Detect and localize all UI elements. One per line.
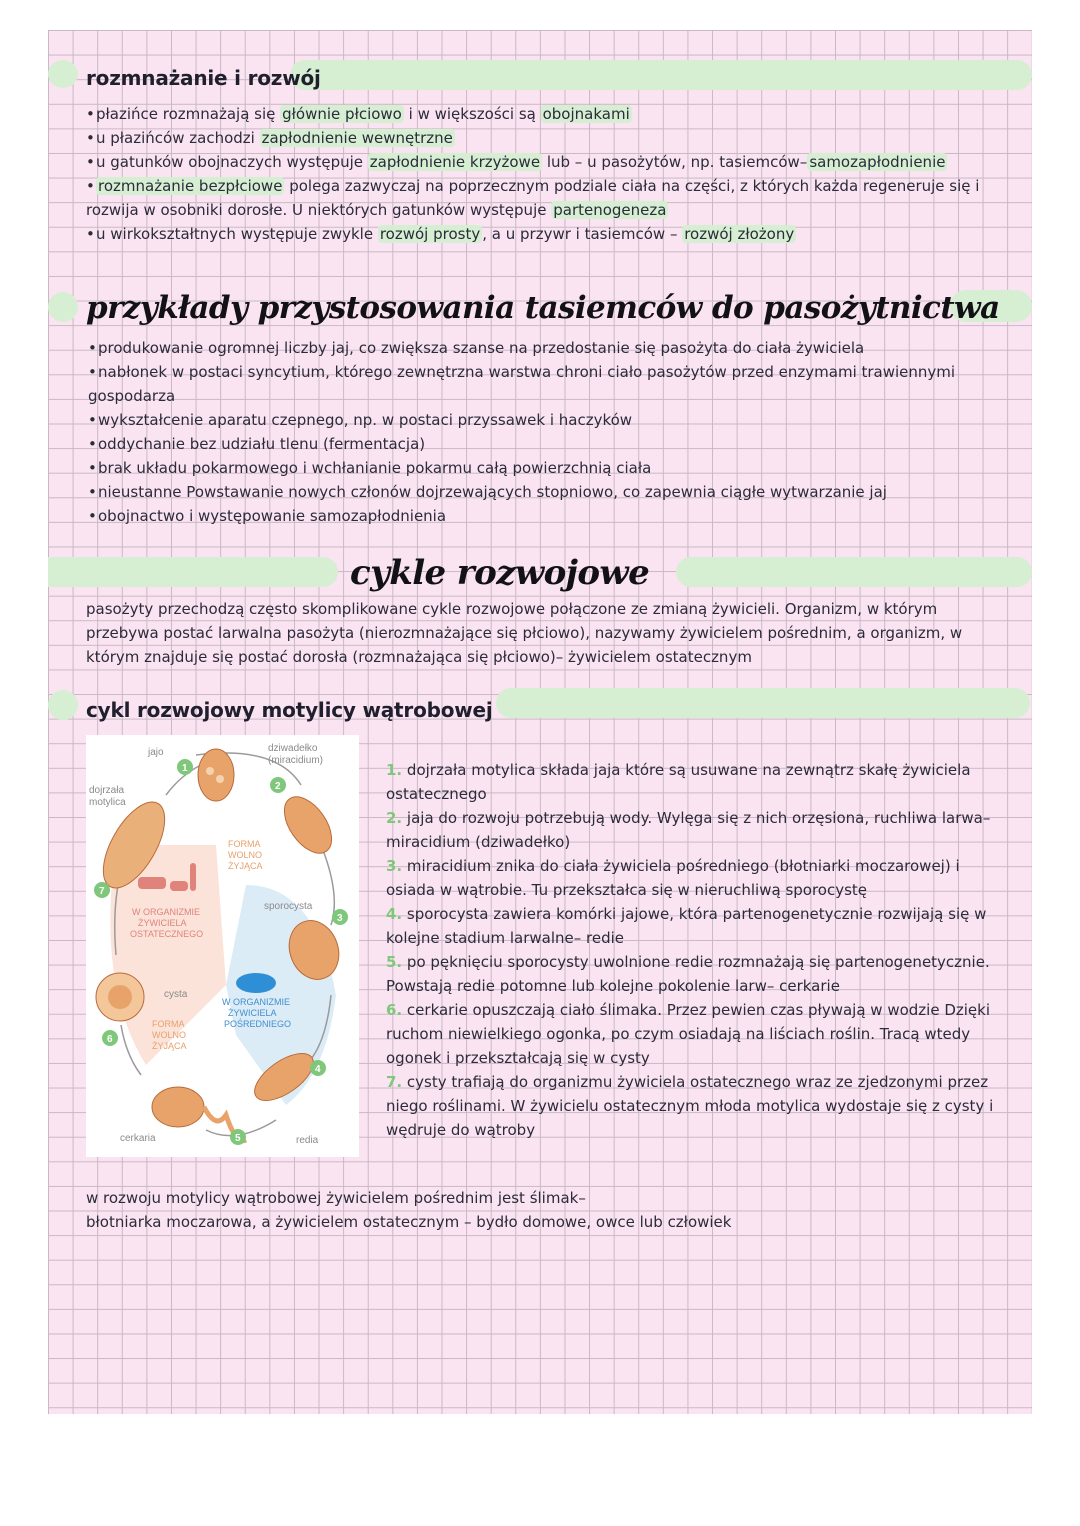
bullet-list	[86, 102, 1016, 246]
egg-cell	[216, 775, 224, 783]
zone-inter-host-line3: POŚREDNIEGO	[224, 1019, 292, 1029]
bullet-dot: •	[86, 225, 95, 243]
step-text: cerkarie opuszczają ciało ślimaka. Przez pewien czas pływają w wodzie Dzięki ruchom niewielkiego ogonka, po czym osiadają na liściach roślin. Tracą wtedy ogonek i przekształcają się w cysty	[386, 1001, 991, 1067]
label-sporocyst: sporocysta	[264, 901, 313, 912]
heading-marker-dot	[48, 690, 78, 720]
heading-marker-dot	[48, 292, 78, 322]
life-cycles-paragraph: pasożyty przechodzą często skomplikowane cykle rozwojowe połączone ze zmianą żywicieli. Organizm, w którym przebywa postać larwalna pasożyta (nierozmnażające się płciowo), nazywamy żywicielem pośrednim, a organizm, w którym znajduje się postać dorosła (rozmnażająca się płciowo)– żywicielem ostatecznym	[86, 600, 963, 666]
bullet-dot: •	[88, 483, 97, 501]
list-item	[86, 222, 1016, 246]
step-text: dojrzała motylica składa jaja które są usuwane na zewnątrz skałę żywiciela ostatecznego	[386, 761, 971, 803]
liver-fluke-life-cycle-diagram	[86, 735, 359, 1157]
highlighted-term: zapłodnienie krzyżowe	[369, 153, 541, 171]
miracidium-stage	[275, 788, 341, 861]
snail-silhouette-icon	[236, 973, 276, 993]
bullet-dot: •	[88, 339, 97, 357]
bullet-dot: •	[88, 363, 97, 381]
zone-inter-host-line1: W ORGANIZMIE	[222, 997, 290, 1007]
label-cyst: cysta	[164, 989, 188, 1000]
liver-fluke-steps-list	[386, 758, 996, 1142]
zone-inter-host-line2: ŻYWICIELA	[228, 1008, 277, 1018]
step-number-6: 6	[107, 1034, 113, 1045]
list-item-text: u gatunków obojnaczych występuje	[96, 153, 368, 171]
highlighted-term: obojnakami	[542, 105, 630, 123]
cycle-step	[386, 758, 996, 806]
zone-free-bottom-line2: WOLNO	[152, 1030, 187, 1040]
cycle-step	[386, 806, 996, 854]
heading-highlight-band	[496, 688, 1030, 718]
list-item	[86, 126, 1016, 150]
egg-stage	[198, 749, 234, 801]
liver-fluke-summary	[86, 1186, 986, 1234]
list-item-text: produkowanie ogromnej liczby jaj, co zwiększa szanse na przedostanie się pasożyta do ciała żywiciela	[98, 339, 865, 357]
list-item-text: brak układu pokarmowego i wchłanianie pokarmu całą powierzchnią ciała	[98, 459, 652, 477]
step-number-3: 3	[337, 913, 343, 924]
zone-free-bottom-line1: FORMA	[152, 1019, 185, 1029]
zone-free-top-line1: FORMA	[228, 839, 261, 849]
section-title-adaptations: przykłady przystosowania tasiemców do pasożytnictwa	[86, 290, 1000, 326]
label-egg: jajo	[148, 747, 164, 758]
list-item-text: , a u przywr i tasiemców –	[482, 225, 683, 243]
step-text: sporocysta zawiera komórki jajowe, która partenogenetycznie rozwijają się w kolejne stadium larwalne– redie	[386, 905, 987, 947]
step-number: 7.	[386, 1073, 403, 1091]
bullet-list	[88, 336, 968, 528]
bullet-dot: •	[88, 507, 97, 525]
section-title-life-cycles: cykle rozwojowe	[350, 553, 650, 593]
section-title-liver-fluke-cycle: cykl rozwojowy motylicy wątrobowej	[86, 698, 493, 722]
bullet-dot: •	[88, 411, 97, 429]
list-item	[86, 150, 1016, 174]
step-number-1: 1	[182, 763, 188, 774]
list-item-text: lub – u pasożytów, np. tasiemców–	[542, 153, 808, 171]
list-item	[88, 408, 968, 432]
step-number-7: 7	[99, 886, 105, 897]
summary-line-2: błotniarka moczarowa, a żywicielem ostatecznym – bydło domowe, owce lub człowiek	[86, 1213, 732, 1231]
zone-free-top-line3: ŻYJĄCA	[228, 861, 263, 871]
cercaria-stage	[152, 1087, 204, 1127]
section-title-reproduction: rozmnażanie i rozwój	[86, 66, 321, 90]
list-item-text: i w większości są	[403, 105, 541, 123]
cycle-arrow	[321, 845, 334, 925]
heading-highlight-band-right	[676, 557, 1032, 587]
cow-silhouette-icon	[138, 877, 166, 889]
cycle-step	[386, 998, 996, 1070]
heading-highlight-band-left	[48, 557, 338, 587]
step-number-5: 5	[235, 1133, 241, 1144]
bullet-dot: •	[86, 129, 95, 147]
cycle-step	[386, 902, 996, 950]
step-number-4: 4	[315, 1064, 321, 1075]
list-item-text: u wirkokształtnych występuje zwykle	[96, 225, 378, 243]
bullet-dot: •	[88, 435, 97, 453]
list-item	[86, 102, 1016, 126]
highlighted-term: samozapłodnienie	[809, 153, 946, 171]
list-item-text: obojnactwo i występowanie samozapłodnienia	[98, 507, 447, 525]
summary-line-1: w rozwoju motylicy wątrobowej żywicielem pośrednim jest ślimak–	[86, 1189, 586, 1207]
label-redia: redia	[296, 1135, 319, 1146]
zone-free-bottom-line3: ŻYJĄCA	[152, 1041, 187, 1051]
list-item	[88, 456, 968, 480]
zone-final-host-line3: OSTATECZNEGO	[130, 929, 204, 939]
highlighted-term: partenogeneza	[553, 201, 667, 219]
zone-final-host-line2: ŻYWICIELA	[138, 918, 187, 928]
heading-highlight-band	[290, 60, 1032, 90]
list-item-text: oddychanie bez udziału tlenu (fermentacja)	[98, 435, 426, 453]
list-item-text: u płazińców zachodzi	[96, 129, 260, 147]
highlighted-term: głównie płciowo	[282, 105, 402, 123]
list-item-text: płazińce rozmnażają się	[96, 105, 281, 123]
label-miracidium-latin: (miracidium)	[268, 755, 323, 766]
step-number: 2.	[386, 809, 403, 827]
list-item	[88, 504, 968, 528]
step-number-2: 2	[275, 781, 281, 792]
step-text: jaja do rozwoju potrzebują wody. Wylęga się z nich orzęsiona, ruchliwa larwa– miracidium (dziwadełko)	[386, 809, 991, 851]
step-number: 3.	[386, 857, 403, 875]
bullet-dot: •	[86, 177, 95, 195]
step-text: miracidium znika do ciała żywiciela pośredniego (błotniarki moczarowej) i osiada w wątrobie. Tu przekształca się w nieruchliwą sporocystę	[386, 857, 960, 899]
label-adult-line2: motylica	[89, 797, 126, 808]
list-item-text: polega zazwyczaj na poprzecznym podziale ciała na części, z których każda regeneruje się i rozwija w osobniki dorosłe. U niektórych gatunków występuje	[86, 177, 980, 219]
cycle-step	[386, 1070, 996, 1142]
step-number: 6.	[386, 1001, 403, 1019]
highlighted-term: rozmnażanie bezpłciowe	[98, 177, 283, 195]
list-item	[88, 360, 968, 408]
cyst-core	[108, 985, 132, 1009]
list-item-text: wykształcenie aparatu czepnego, np. w postaci przyssawek i haczyków	[98, 411, 633, 429]
list-item	[86, 174, 1016, 222]
egg-cell	[206, 767, 214, 775]
label-cercaria: cerkaria	[120, 1133, 156, 1144]
human-silhouette-icon	[190, 863, 196, 891]
step-text: po pęknięciu sporocysty uwolnione redie rozmnażają się partenogenetycznie. Powstają redie potomne lub kolejne pokolenie larw– cerkarie	[386, 953, 990, 995]
list-item	[88, 480, 968, 504]
step-text: cysty trafiają do organizmu żywiciela ostatecznego wraz ze zjedzonymi przez niego roślinami. W żywicielu ostatecznym młoda motylica wydostaje się z cysty i wędruje do wątroby	[386, 1073, 994, 1139]
label-adult-line1: dojrzała	[89, 785, 125, 796]
zone-final-host-line1: W ORGANIZMIE	[132, 907, 200, 917]
step-number: 5.	[386, 953, 403, 971]
sheep-silhouette-icon	[170, 881, 188, 891]
zone-free-top-line2: WOLNO	[228, 850, 263, 860]
step-number: 1.	[386, 761, 403, 779]
highlighted-term: zapłodnienie wewnętrzne	[261, 129, 453, 147]
reproduction-bullet-list	[86, 102, 1016, 246]
cycle-step	[386, 950, 996, 998]
list-item	[88, 432, 968, 456]
label-miracidium: dziwadełko	[268, 743, 318, 754]
adaptations-bullet-list	[88, 336, 968, 528]
step-number: 4.	[386, 905, 403, 923]
list-item	[88, 336, 968, 360]
highlighted-term: rozwój złożony	[684, 225, 795, 243]
bullet-dot: •	[88, 459, 97, 477]
bullet-dot: •	[86, 153, 95, 171]
cycle-step	[386, 854, 996, 902]
bullet-dot: •	[86, 105, 95, 123]
life-cycle-svg	[86, 735, 359, 1157]
heading-marker-dot	[48, 60, 78, 88]
highlighted-term: rozwój prosty	[379, 225, 481, 243]
list-item-text: nabłonek w postaci syncytium, którego zewnętrzna warstwa chroni ciało pasożytów przed enzymami trawiennymi gospodarza	[88, 363, 956, 405]
list-item-text: nieustanne Powstawanie nowych członów dojrzewających stopniowo, co zapewnia ciągłe wytwarzanie jaj	[98, 483, 887, 501]
